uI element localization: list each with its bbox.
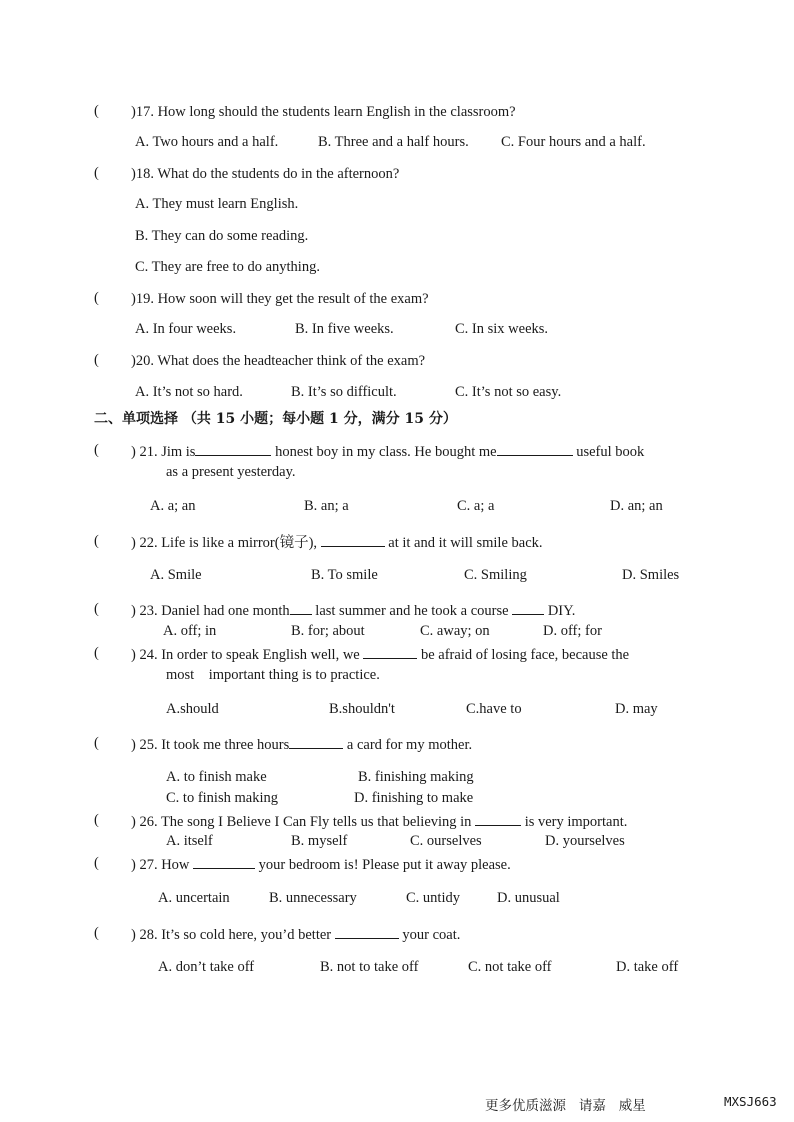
question-19-text: )19. How soon will they get the result of the exam?	[131, 291, 429, 307]
option-27-d: D. unusual	[497, 890, 560, 906]
question-20-text: )20. What does the headteacher think of the exam?	[131, 353, 426, 369]
answer-paren-21[interactable]: (	[94, 442, 99, 458]
option-22-c: C. Smiling	[464, 567, 527, 583]
question-23-part2: last summer and he took a course	[315, 603, 509, 619]
option-24-a: A.should	[166, 701, 219, 717]
option-18-c: C. They are free to do anything.	[135, 259, 320, 275]
option-23-d: D. off; for	[543, 623, 602, 639]
answer-paren-18[interactable]: (	[94, 165, 99, 181]
footer-code: MXSJ663	[724, 1094, 777, 1109]
blank-24[interactable]	[363, 645, 417, 659]
blank-22[interactable]	[321, 533, 385, 547]
question-27-part1: ) 27. How	[131, 857, 190, 873]
question-26-text	[131, 812, 627, 831]
option-24-c: C.have to	[466, 701, 522, 717]
option-26-c: C. ourselves	[410, 833, 482, 849]
question-24-part2: be afraid of losing face, because the	[420, 647, 630, 663]
option-23-b: B. for; about	[291, 623, 365, 639]
question-23-text	[131, 601, 575, 620]
question-26-part2: is very important.	[524, 814, 628, 830]
question-21-text	[131, 442, 644, 461]
question-24-text	[131, 645, 629, 664]
option-18-a: A. They must learn English.	[135, 196, 299, 212]
option-20-c: C. It’s not so easy.	[455, 384, 562, 400]
option-21-b: B. an; a	[304, 498, 349, 514]
question-23-part1: ) 23. Daniel had one month	[131, 603, 290, 619]
option-20-b: B. It’s so difficult.	[291, 384, 397, 400]
answer-paren-25[interactable]: (	[94, 735, 99, 751]
option-19-b: B. In five weeks.	[295, 321, 394, 337]
option-25-c: C. to finish making	[166, 790, 278, 806]
blank-23-2[interactable]	[512, 601, 544, 615]
answer-paren-19[interactable]: (	[94, 290, 99, 306]
question-25-text	[131, 735, 472, 754]
option-27-c: C. untidy	[406, 890, 460, 906]
answer-paren-22[interactable]: (	[94, 533, 99, 549]
option-20-a: A. It’s not so hard.	[135, 384, 243, 400]
answer-paren-20[interactable]: (	[94, 352, 99, 368]
answer-paren-26[interactable]: (	[94, 812, 99, 828]
question-23-part3: DIY.	[547, 603, 576, 619]
option-25-b: B. finishing making	[358, 769, 474, 785]
question-18-text: )18. What do the students do in the afternoon?	[131, 166, 400, 182]
option-22-b: B. To smile	[311, 567, 378, 583]
question-21-part2: honest boy in my class. He bought me	[275, 444, 497, 460]
answer-paren-23[interactable]: (	[94, 601, 99, 617]
question-24-part1: ) 24. In order to speak English well, we	[131, 647, 360, 663]
answer-paren-17[interactable]: (	[94, 103, 99, 119]
option-28-b: B. not to take off	[320, 959, 419, 975]
question-21-part3: useful book	[576, 444, 645, 460]
question-28-part1: ) 28. It’s so cold here, you’d better	[131, 927, 332, 943]
option-25-a: A. to finish make	[166, 769, 267, 785]
question-25-part1: ) 25. It took me three hours	[131, 737, 290, 753]
blank-28[interactable]	[335, 925, 399, 939]
blank-27[interactable]	[193, 855, 255, 869]
option-26-d: D. yourselves	[545, 833, 625, 849]
question-24-line2: most important thing is to practice.	[166, 667, 380, 683]
question-26-part1: ) 26. The song I Believe I Can Fly tells us that believing in	[131, 814, 472, 830]
option-23-a: A. off; in	[163, 623, 217, 639]
blank-21-2[interactable]	[497, 442, 573, 456]
option-28-a: A. don’t take off	[158, 959, 255, 975]
option-17-a: A. Two hours and a half.	[135, 134, 279, 150]
option-21-c: C. a; a	[457, 498, 495, 514]
option-28-c: C. not take off	[468, 959, 552, 975]
question-28-text	[131, 925, 460, 944]
option-24-b: B.shouldn't	[329, 701, 395, 717]
section-heading-single-choice: 二、单项选择 （共 15 小题；每小题 1 分，满分 15 分）	[94, 411, 457, 427]
option-21-d: D. an; an	[610, 498, 663, 514]
option-23-c: C. away; on	[420, 623, 490, 639]
option-22-d: D. Smiles	[622, 567, 680, 583]
option-27-b: B. unnecessary	[269, 890, 357, 906]
option-18-b: B. They can do some reading.	[135, 228, 309, 244]
option-26-a: A. itself	[166, 833, 213, 849]
answer-paren-28[interactable]: (	[94, 925, 99, 941]
option-22-a: A. Smile	[150, 567, 202, 583]
answer-paren-24[interactable]: (	[94, 645, 99, 661]
question-17-text: )17. How long should the students learn English in the classroom?	[131, 104, 516, 120]
blank-25[interactable]	[289, 735, 343, 749]
question-22-part1: ) 22. Life is like a mirror(镜子),	[131, 535, 318, 551]
question-25-part2: a card for my mother.	[346, 737, 473, 753]
option-24-d: D. may	[615, 701, 658, 717]
blank-21-1[interactable]	[195, 442, 271, 456]
question-22-part2: at it and it will smile back.	[388, 535, 543, 551]
option-19-c: C. In six weeks.	[455, 321, 549, 337]
option-19-a: A. In four weeks.	[135, 321, 237, 337]
option-28-d: D. take off	[616, 959, 679, 975]
question-27-text	[131, 855, 511, 874]
question-27-part2: your bedroom is! Please put it away please.	[258, 857, 511, 873]
blank-23-1[interactable]	[290, 601, 312, 615]
blank-26[interactable]	[475, 812, 521, 826]
option-21-a: A. a; an	[150, 498, 196, 514]
option-27-a: A. uncertain	[158, 890, 230, 906]
question-21-line2: as a present yesterday.	[166, 464, 296, 480]
question-28-part2: your coat.	[402, 927, 461, 943]
answer-paren-27[interactable]: (	[94, 855, 99, 871]
footer-text: 更多优质滋源 请嘉 威星	[485, 1098, 646, 1114]
option-26-b: B. myself	[291, 833, 348, 849]
option-25-d: D. finishing to make	[354, 790, 474, 806]
question-22-text	[131, 533, 543, 552]
option-17-c: C. Four hours and a half.	[501, 134, 646, 150]
question-21-part1: ) 21. Jim is	[131, 444, 196, 460]
option-17-b: B. Three and a half hours.	[318, 134, 469, 150]
